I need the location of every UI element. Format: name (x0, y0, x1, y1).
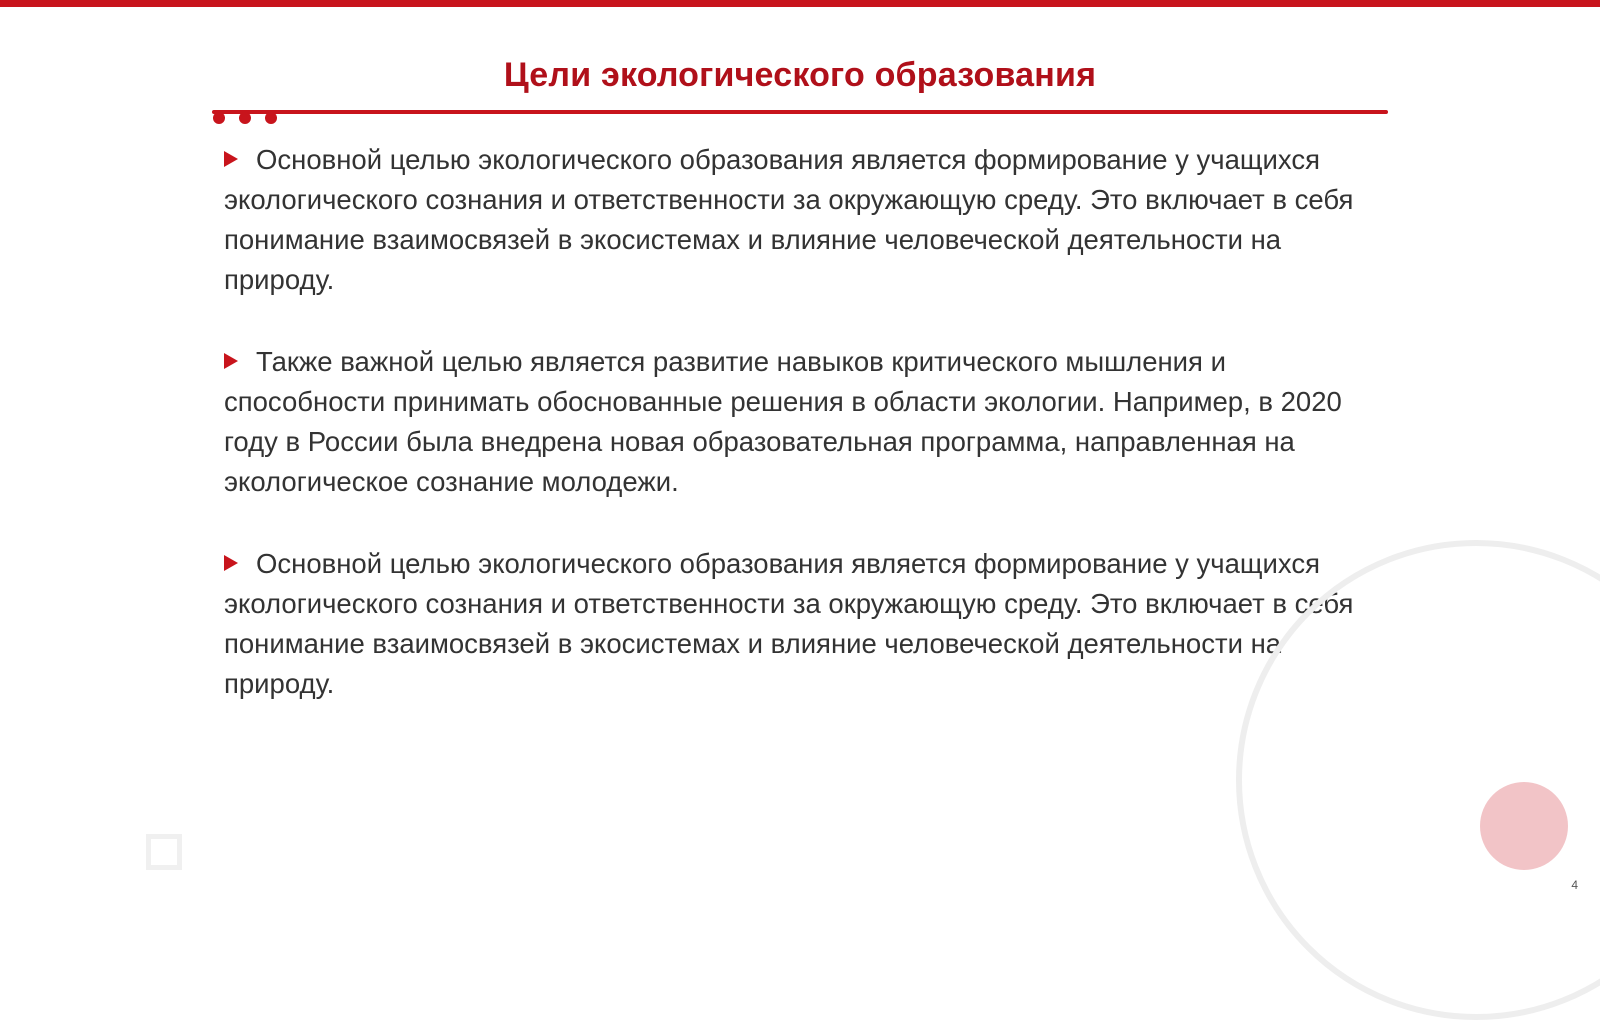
bullet-item (224, 544, 1384, 704)
bullet-text: Основной целью экологического образования является формирование у учащихся экологического сознания и ответственности за окружающую среду. Это включает в себя понимание взаимосвязей в экосистемах и влияние человеческой деятельности на природу. (224, 548, 1354, 699)
top-accent-bar (0, 0, 1600, 7)
decorative-square (146, 834, 182, 870)
bullet-list (224, 140, 1384, 746)
bullet-text: Также важной целью является развитие навыков критического мышления и способности принимать обоснованные решения в области экологии. Например, в 2020 году в России была внедрена новая образовательная программа, направленная на экологическое сознание молодежи. (224, 346, 1342, 497)
triangle-bullet-icon (224, 555, 238, 571)
page-number: 4 (1571, 878, 1578, 892)
title-dot (265, 112, 277, 124)
triangle-bullet-icon (224, 353, 238, 369)
title-underline (212, 110, 1388, 114)
title-dot (239, 112, 251, 124)
bullet-item (224, 140, 1384, 300)
decorative-circle (1480, 782, 1568, 870)
slide-title: Цели экологического образования (503, 56, 1097, 94)
bullet-text: Основной целью экологического образования является формирование у учащихся экологического сознания и ответственности за окружающую среду. Это включает в себя понимание взаимосвязей в экосистемах и влияние человеческой деятельности на природу. (224, 144, 1354, 295)
bullet-item (224, 342, 1384, 502)
triangle-bullet-icon (224, 151, 238, 167)
title-dot (213, 112, 225, 124)
